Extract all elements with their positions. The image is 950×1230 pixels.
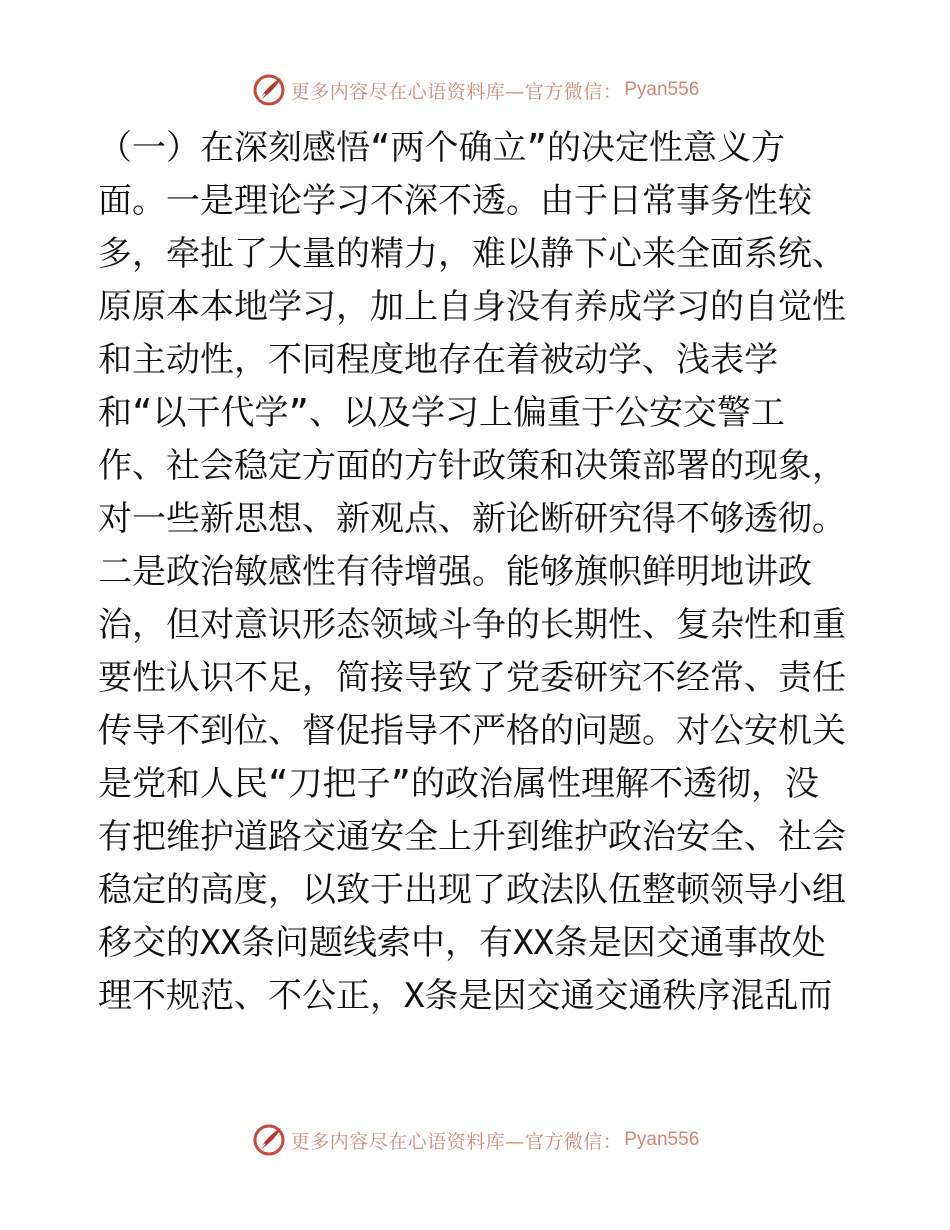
body-line: 传导不到位、督促指导不严格的问题。对公安机关 <box>98 711 846 751</box>
watermark-account: Pyan556 <box>624 79 700 100</box>
body-line: 稳定的高度，以致于出现了政法队伍整顿领导小组 <box>98 870 846 910</box>
body-line: 对一些新思想、新观点、新论断研究得不够透彻。 <box>98 499 846 539</box>
footer-watermark <box>0 1120 950 1160</box>
watermark-text: 更多内容尽在心语资料库—官方微信： <box>290 80 623 103</box>
body-text <box>98 122 858 1023</box>
body-line: （一）在深刻感悟“两个确立”的决定性意义方 <box>98 128 785 168</box>
body-line: 和“以干代学”、以及学习上偏重于公安交警工 <box>98 393 785 433</box>
quill-logo-icon <box>251 72 287 108</box>
body-line: 作、社会稳定方面的方针政策和决策部署的现象， <box>98 446 846 486</box>
watermark-account: Pyan556 <box>624 1129 700 1150</box>
body-line: 多，牵扯了大量的精力，难以静下心来全面系统、 <box>98 234 846 274</box>
body-line: 移交的XX条问题线索中，有XX条是因交通事故处 <box>98 923 826 963</box>
body-line: 有把维护道路交通安全上升到维护政治安全、社会 <box>98 817 846 857</box>
quill-logo-icon <box>251 1122 287 1158</box>
body-line: 治，但对意识形态领域斗争的长期性、复杂性和重 <box>98 605 846 645</box>
watermark-text: 更多内容尽在心语资料库—官方微信： <box>290 1130 623 1153</box>
body-line: 是党和人民“刀把子”的政治属性理解不透彻，没 <box>98 764 819 804</box>
body-line: 和主动性，不同程度地存在着被动学、浅表学 <box>98 340 778 380</box>
body-line: 原原本本地学习，加上自身没有养成学习的自觉性 <box>98 287 846 327</box>
body-line: 要性认识不足，简接导致了党委研究不经常、责任 <box>98 658 846 698</box>
body-line: 面。一是理论学习不深不透。由于日常事务性较 <box>98 181 812 221</box>
header-watermark <box>0 70 950 110</box>
body-line: 二是政治敏感性有待增强。能够旗帜鲜明地讲政 <box>98 552 812 592</box>
body-line: 理不规范、不公正，X条是因交通交通秩序混乱而 <box>98 976 833 1016</box>
